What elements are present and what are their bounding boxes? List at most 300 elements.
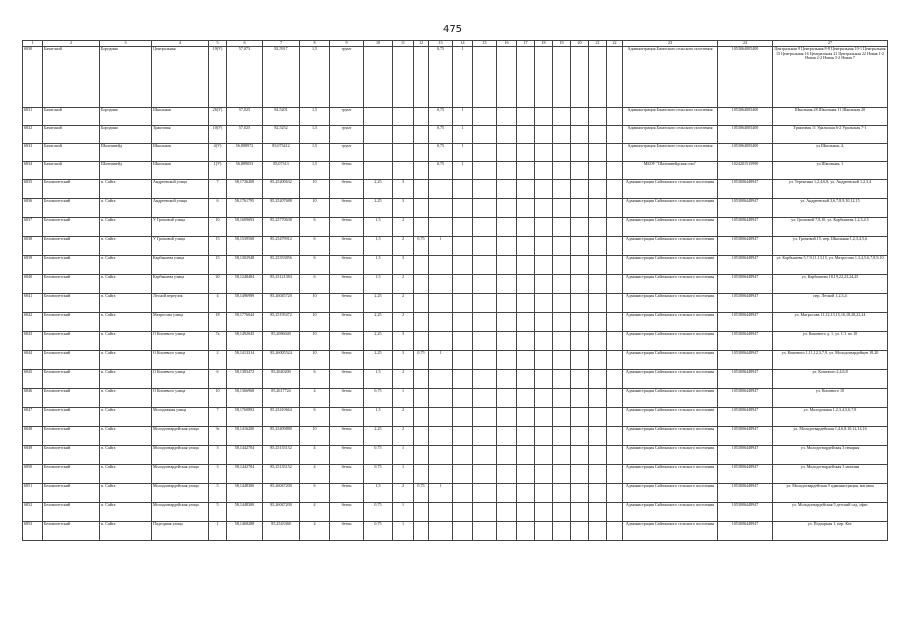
table-cell — [571, 332, 589, 351]
table-cell: 6 — [209, 199, 227, 218]
table-cell — [589, 522, 607, 541]
table-cell — [473, 332, 497, 351]
table-cell: бетон — [330, 180, 364, 199]
table-cell: 1053006448947 — [718, 332, 773, 351]
table-cell — [364, 126, 393, 144]
table-cell — [429, 313, 453, 332]
table-cell — [535, 332, 553, 351]
table-cell — [553, 144, 571, 162]
table-cell — [414, 389, 429, 408]
table-cell — [535, 126, 553, 144]
table-cell: п. Сайга — [100, 370, 152, 389]
table-cell: 58,1468288 — [227, 522, 263, 541]
table-cell — [453, 218, 473, 237]
column-number-cell: 24 — [718, 41, 773, 47]
table-row — [23, 313, 888, 332]
table-cell: Администрация Сайгинского сельского поселения — [623, 427, 718, 446]
table-cell — [607, 332, 623, 351]
table-cell — [607, 162, 623, 180]
table-cell: бетон — [330, 408, 364, 427]
table-cell — [453, 294, 473, 313]
table-cell: ул. Матросова 11,12,13,15,16,18,20,22,24 — [773, 313, 888, 332]
table-cell: бетон — [330, 313, 364, 332]
table-cell: 2,25 — [364, 199, 393, 218]
table-cell — [553, 370, 571, 389]
table-cell — [414, 503, 429, 522]
table-cell: 85,26045720 — [263, 294, 300, 313]
table-cell: 6 — [300, 408, 330, 427]
table-cell: Администрация Сайгинского сельского поселения — [623, 408, 718, 427]
table-cell: бетон — [330, 218, 364, 237]
table-cell: бетон — [330, 465, 364, 484]
table-cell: п. Сайга — [100, 427, 152, 446]
table-cell: Беловопетский — [43, 446, 100, 465]
table-cell: Администрация Сайгинского сельского поселения — [623, 294, 718, 313]
table-cell: Администрация Сайгинского сельского поселения — [623, 237, 718, 256]
table-cell: 1053006448947 — [718, 313, 773, 332]
table-row — [23, 484, 888, 503]
table-cell: 4 — [209, 294, 227, 313]
table-cell — [571, 408, 589, 427]
table-cell — [393, 47, 414, 108]
table-cell — [414, 47, 429, 108]
register-table — [22, 40, 888, 541]
column-number-cell: 9 — [330, 41, 364, 47]
table-cell: 3 — [209, 446, 227, 465]
table-cell — [364, 47, 393, 108]
column-number-cell: 17 — [517, 41, 535, 47]
table-cell: 0,75 — [429, 47, 453, 108]
table-cell — [453, 370, 473, 389]
table-cell — [607, 351, 623, 370]
table-cell: грунт — [330, 47, 364, 108]
table-cell: 1053006448947 — [718, 427, 773, 446]
table-cell: 1,5 — [300, 162, 330, 180]
table-cell — [517, 237, 535, 256]
table-cell: 7а — [209, 332, 227, 351]
table-cell — [535, 446, 553, 465]
table-cell — [589, 484, 607, 503]
table-cell: 85,25135152 — [263, 446, 300, 465]
table-cell: п. Сайга — [100, 218, 152, 237]
table-cell: 1 — [453, 47, 473, 108]
table-cell — [589, 47, 607, 108]
table-cell: Шалешвейд — [100, 162, 152, 180]
table-cell: Бородино — [100, 108, 152, 126]
table-cell — [473, 389, 497, 408]
column-number-cell: 7 — [263, 41, 300, 47]
table-cell — [553, 522, 571, 541]
table-cell: 6847 — [23, 408, 43, 427]
table-cell: 10 — [300, 199, 330, 218]
table-cell: пер. Лесной 1,2,3,4 — [773, 294, 888, 313]
column-number-cell: 8 — [300, 41, 330, 47]
table-cell — [607, 408, 623, 427]
table-cell — [414, 126, 429, 144]
table-cell: 56,888972 — [227, 144, 263, 162]
table-cell: 58,1448300 — [227, 503, 263, 522]
table-cell: Администрация Сайгинского сельского поселения — [623, 484, 718, 503]
table-cell — [414, 427, 429, 446]
table-cell — [589, 199, 607, 218]
table-cell — [517, 465, 535, 484]
table-cell: 1,5 — [300, 108, 330, 126]
table-cell: 85,26005524 — [263, 351, 300, 370]
table-cell: 58,1442704 — [227, 446, 263, 465]
table-cell — [607, 218, 623, 237]
table-cell: Беловопетский — [43, 275, 100, 294]
table-cell: 0,75 — [429, 144, 453, 162]
table-cell: 6852 — [23, 503, 43, 522]
table-cell: 85,25409880 — [263, 427, 300, 446]
table-cell — [571, 389, 589, 408]
table-cell — [517, 503, 535, 522]
table-cell — [607, 108, 623, 126]
table-cell: 10 — [300, 180, 330, 199]
table-cell — [553, 294, 571, 313]
table-cell: бетон — [330, 275, 364, 294]
table-cell: ул. Кошевого 10 — [773, 389, 888, 408]
table-cell: Беловопетский — [43, 199, 100, 218]
table-cell: 58,1776644 — [227, 313, 263, 332]
table-cell: 58,1366968 — [227, 389, 263, 408]
table-cell — [589, 218, 607, 237]
table-cell: 6838 — [23, 237, 43, 256]
table-cell: 85,2640200 — [263, 370, 300, 389]
table-cell — [497, 503, 517, 522]
table-cell: 3 — [393, 351, 414, 370]
table-cell — [429, 408, 453, 427]
table-cell: 82,5917 — [263, 47, 300, 108]
table-cell — [535, 465, 553, 484]
table-cell — [497, 144, 517, 162]
table-cell — [473, 275, 497, 294]
table-cell: 58,1609693 — [227, 218, 263, 237]
table-cell: 10 — [300, 294, 330, 313]
table-cell: ул. Молодогвардейская 1,4,6,8,10,12,14,16 — [773, 427, 888, 446]
table-cell: Администрация Сайгинского сельского поселения — [623, 503, 718, 522]
table-cell: Администрация Бачатского сельского поселения — [623, 126, 718, 144]
table-cell: Администрация Бачатского сельского поселения — [623, 144, 718, 162]
table-cell: бетон — [330, 237, 364, 256]
table-cell — [589, 313, 607, 332]
table-cell — [553, 332, 571, 351]
table-cell: 7 — [209, 180, 227, 199]
table-cell: 1,5 — [364, 484, 393, 503]
table-cell: Школьная — [152, 108, 209, 126]
table-cell: 1,5 — [364, 370, 393, 389]
table-cell — [535, 108, 553, 126]
table-cell: 1 — [429, 351, 453, 370]
table-cell — [517, 313, 535, 332]
table-cell — [553, 199, 571, 218]
table-cell: бетон — [330, 389, 364, 408]
column-number-cell: 15 — [473, 41, 497, 47]
table-cell — [497, 465, 517, 484]
table-cell — [553, 313, 571, 332]
table-cell — [553, 47, 571, 108]
table-cell: 1053006448947 — [718, 522, 773, 541]
table-row — [23, 408, 888, 427]
table-cell — [497, 332, 517, 351]
table-cell — [535, 294, 553, 313]
table-cell: О Кошевого улица — [152, 389, 209, 408]
table-cell: 6843 — [23, 332, 43, 351]
table-cell: 6837 — [23, 218, 43, 237]
table-cell — [517, 389, 535, 408]
table-cell — [589, 351, 607, 370]
table-cell: 0,75 — [414, 351, 429, 370]
table-cell: Андреевской улица — [152, 199, 209, 218]
table-cell — [607, 503, 623, 522]
table-cell — [473, 47, 497, 108]
table-cell: ул. Молодогвардейская 3 пекарня — [773, 446, 888, 465]
table-cell — [589, 180, 607, 199]
table-cell — [414, 522, 429, 541]
table-cell: 1 — [453, 144, 473, 162]
table-cell — [535, 199, 553, 218]
table-row — [23, 503, 888, 522]
table-cell — [429, 427, 453, 446]
column-number-cell: 14 — [453, 41, 473, 47]
table-cell — [517, 484, 535, 503]
table-cell — [535, 351, 553, 370]
column-number-cell: 5 — [209, 41, 227, 47]
table-cell — [393, 144, 414, 162]
table-cell — [589, 370, 607, 389]
table-row — [23, 47, 888, 108]
table-cell: п. Сайга — [100, 389, 152, 408]
table-cell: 58,1383472 — [227, 370, 263, 389]
table-cell: ул. Кошевого 2,4,6,8 — [773, 370, 888, 389]
table-cell — [497, 180, 517, 199]
table-cell — [497, 237, 517, 256]
table-cell: 1 — [393, 522, 414, 541]
table-cell: грунт — [330, 144, 364, 162]
table-cell: 3 — [393, 256, 414, 275]
table-cell: 1053006448947 — [718, 503, 773, 522]
column-number-cell: 11 — [393, 41, 414, 47]
table-cell: 3т — [209, 427, 227, 446]
table-cell: 6 — [300, 256, 330, 275]
table-cell: 1053006448947 — [718, 275, 773, 294]
table-cell: 85,25135152 — [263, 465, 300, 484]
table-cell — [535, 503, 553, 522]
table-cell: О Кошевого улица — [152, 351, 209, 370]
table-cell: 0,75 — [364, 446, 393, 465]
table-cell — [517, 256, 535, 275]
table-cell: 1 — [453, 108, 473, 126]
table-cell: бетон — [330, 294, 364, 313]
table-cell: 85,26047200 — [263, 484, 300, 503]
table-cell: 6 — [300, 275, 330, 294]
table-cell: 7 — [209, 408, 227, 427]
table-cell: 2,25 — [364, 313, 393, 332]
table-cell — [517, 408, 535, 427]
table-cell: 58,1248484 — [227, 275, 263, 294]
table-cell — [517, 332, 535, 351]
table-cell — [414, 370, 429, 389]
table-cell — [473, 144, 497, 162]
table-cell — [553, 108, 571, 126]
table-cell: 3 — [393, 199, 414, 218]
table-cell — [607, 427, 623, 446]
table-cell — [473, 180, 497, 199]
table-cell — [553, 237, 571, 256]
table-cell: 6831 — [23, 108, 43, 126]
table-cell: 6 — [209, 370, 227, 389]
table-cell: Молодежная улица — [152, 408, 209, 427]
table-cell: Подгорная улица — [152, 522, 209, 541]
table-cell — [589, 256, 607, 275]
table-cell: ул. Молодежная 1,2,3,4,5,6,7,8 — [773, 408, 888, 427]
table-cell — [571, 446, 589, 465]
table-cell — [497, 313, 517, 332]
table-cell: 6 — [300, 237, 330, 256]
table-cell — [497, 199, 517, 218]
table-cell: п. Сайга — [100, 465, 152, 484]
table-cell — [497, 446, 517, 465]
table-cell: 4(У) — [209, 144, 227, 162]
table-cell — [453, 484, 473, 503]
table-cell — [414, 218, 429, 237]
table-cell — [607, 126, 623, 144]
table-cell: Беловопетский — [43, 522, 100, 541]
table-cell: 58,1496989 — [227, 294, 263, 313]
table-cell — [517, 108, 535, 126]
table-cell: Молодогвардейская улица — [152, 484, 209, 503]
table-cell: Администрация Сайгинского сельского поселения — [623, 180, 718, 199]
table-cell: 0,75 — [429, 162, 453, 180]
table-cell: 58,1416200 — [227, 427, 263, 446]
table-cell — [429, 446, 453, 465]
table-cell — [535, 144, 553, 162]
table-cell — [364, 144, 393, 162]
table-cell: Администрация Сайгинского сельского поселения — [623, 256, 718, 275]
table-cell — [473, 199, 497, 218]
table-cell — [571, 351, 589, 370]
table-cell: 2 — [393, 294, 414, 313]
table-cell: п. Сайга — [100, 522, 152, 541]
table-cell: Беловопетский — [43, 484, 100, 503]
table-cell — [517, 275, 535, 294]
table-cell: п. Сайга — [100, 408, 152, 427]
table-cell: ул.Школьная, 4, — [773, 144, 888, 162]
table-cell: ул. Молодогвардейская 3 магазин — [773, 465, 888, 484]
column-number-cell: 18 — [535, 41, 553, 47]
table-cell — [535, 313, 553, 332]
table-cell: ул. Громовой 7,8,10, ул. Карбышева 1,2,3,4,5 — [773, 218, 888, 237]
table-cell: 2,25 — [364, 351, 393, 370]
table-cell: Шалешвейд — [100, 144, 152, 162]
table-cell — [571, 47, 589, 108]
table-cell — [414, 465, 429, 484]
table-cell: 6 — [300, 484, 330, 503]
table-cell: 0,75 — [364, 389, 393, 408]
table-cell — [571, 275, 589, 294]
table-cell: Беловопетский — [43, 370, 100, 389]
table-cell — [414, 294, 429, 313]
table-cell — [553, 162, 571, 180]
table-cell — [589, 294, 607, 313]
table-cell — [589, 237, 607, 256]
table-cell: 2 — [393, 313, 414, 332]
table-cell: Администрация Сайгинского сельского поселения — [623, 522, 718, 541]
table-cell — [393, 162, 414, 180]
table-cell — [473, 351, 497, 370]
table-cell: Молодогвардейская улица — [152, 503, 209, 522]
table-cell: ул. Кошевого 1,11,12,3,7,9, ул. Молодогвардейцев 18,20 — [773, 351, 888, 370]
table-row — [23, 275, 888, 294]
table-cell — [535, 180, 553, 199]
table-cell: Школьная — [152, 144, 209, 162]
table-row — [23, 144, 888, 162]
table-cell: 1053006448947 — [718, 294, 773, 313]
column-number-cell: 2 — [43, 41, 100, 47]
table-cell — [553, 484, 571, 503]
table-cell: 2,25 — [364, 294, 393, 313]
table-cell: Беловопетский — [43, 408, 100, 427]
table-cell: Беловопетский — [43, 465, 100, 484]
table-cell: 1(У) — [209, 162, 227, 180]
table-cell: 0,75 — [429, 108, 453, 126]
table-cell — [571, 370, 589, 389]
table-cell — [473, 313, 497, 332]
table-cell — [607, 465, 623, 484]
table-cell: 6832 — [23, 126, 43, 144]
table-cell — [453, 446, 473, 465]
table-cell — [589, 275, 607, 294]
table-row — [23, 332, 888, 351]
table-cell: 4 — [300, 389, 330, 408]
table-cell: 57,025 — [227, 126, 263, 144]
table-row — [23, 180, 888, 199]
column-number-cell: 10 — [364, 41, 393, 47]
table-cell — [517, 218, 535, 237]
table-cell — [607, 180, 623, 199]
table-cell: 1,5 — [300, 47, 330, 108]
table-cell: 1,5 — [300, 126, 330, 144]
table-cell: п. Сайга — [100, 446, 152, 465]
table-cell — [453, 389, 473, 408]
table-cell: 10 — [300, 351, 330, 370]
table-cell: 0,75 — [364, 503, 393, 522]
table-cell: 6848 — [23, 427, 43, 446]
table-cell: Трактовая — [152, 126, 209, 144]
table-cell — [429, 465, 453, 484]
table-cell: 6839 — [23, 256, 43, 275]
table-cell: 2 — [393, 275, 414, 294]
table-cell — [453, 256, 473, 275]
table-cell: п. Сайга — [100, 332, 152, 351]
table-cell: Администрация Бачатского сельского поселения — [623, 108, 718, 126]
table-cell: 85,2617724 — [263, 389, 300, 408]
table-cell: бетон — [330, 332, 364, 351]
table-cell: 1 — [453, 162, 473, 180]
table-cell — [517, 446, 535, 465]
table-cell: Молодогвардейская улица — [152, 446, 209, 465]
table-cell: ул. Молодогвардейская 5 администрация, магазин — [773, 484, 888, 503]
table-cell: 4 — [300, 503, 330, 522]
table-cell — [473, 503, 497, 522]
table-cell: п. Сайга — [100, 180, 152, 199]
table-cell: Молодогвардейская улица — [152, 465, 209, 484]
table-cell — [607, 389, 623, 408]
table-cell: 1 — [393, 503, 414, 522]
table-cell — [517, 180, 535, 199]
table-cell: 1053064005400 — [718, 144, 773, 162]
table-cell: Карбышева улица — [152, 256, 209, 275]
